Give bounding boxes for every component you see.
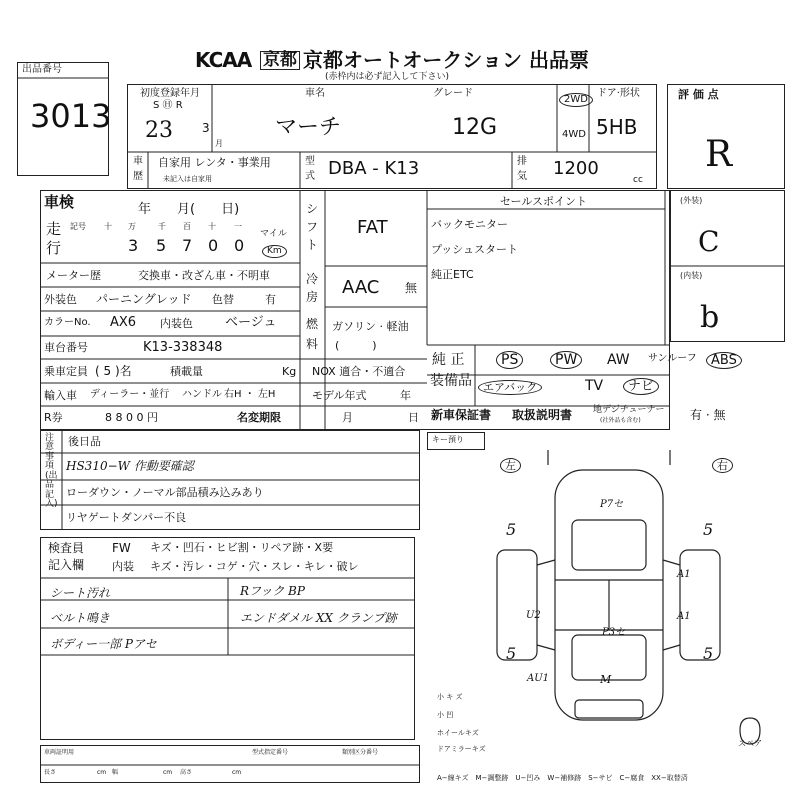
fuel-options: ガソリン · 軽油 — [332, 320, 409, 333]
header-note: (赤枠内は必ず記入して下さい) — [325, 72, 450, 82]
cc-label-1: 排 — [517, 156, 527, 167]
mark-a1-lower: A1 — [677, 611, 691, 622]
footer-hgt-unit: cm — [232, 769, 242, 776]
color-no-value: AX6 — [110, 315, 137, 330]
mileage-unit-mile: マイル — [260, 229, 287, 239]
ac-none: 無 — [405, 281, 418, 295]
inspector-row-1-right: Rフック BP — [240, 584, 305, 598]
equip-sunroof: サンルーフ — [648, 353, 697, 364]
notes-side-label: 注意事項(出品記入) — [45, 433, 58, 510]
mileage-unit-0: 記号 — [70, 222, 86, 231]
reg-year: 23 — [145, 118, 173, 143]
reg-month: 3 — [202, 121, 210, 135]
ac-label-2: 房 — [306, 290, 319, 304]
inspector-label-1: 検査員 — [48, 541, 85, 555]
mark-5-rl: 5 — [506, 644, 517, 663]
legend-small-dent: 小 凹 — [437, 711, 454, 719]
mark-a1-upper: A1 — [677, 569, 691, 580]
footer-wid: 幅 — [112, 769, 119, 776]
footer-wid-unit: cm — [163, 769, 173, 776]
shift-label-3: ト — [306, 238, 319, 252]
ac-value: AAC — [342, 277, 380, 298]
mark-5-rr: 5 — [703, 644, 714, 663]
inspector-int-items: キズ・汚レ・コゲ・穴・スレ・キレ・破レ — [150, 560, 359, 573]
footer-len-unit: cm — [97, 769, 107, 776]
color-value: パーニングレッド — [96, 292, 192, 306]
car-diagram — [497, 450, 760, 744]
diagram-left: 左 — [500, 458, 521, 473]
doc-tuner: 地デジチューナー — [593, 405, 665, 415]
inspector-label-2: 記入欄 — [48, 558, 85, 572]
meter-label: メーター歴 — [46, 269, 101, 282]
page-title: 京都オートオークション 出品票 — [303, 48, 589, 72]
fuel-label-1: 燃 — [306, 317, 319, 331]
note-row-2: HS310−W 作動要確認 — [66, 459, 194, 473]
lot-label: 出品番号 — [22, 64, 62, 75]
inspection-fields: 年 月( 日) — [138, 202, 240, 217]
mileage-unit-km: Km — [262, 245, 287, 258]
recycle-label: R券 — [44, 411, 63, 424]
mark-au1: AU1 — [527, 673, 550, 684]
inspection-label: 車検 — [44, 193, 75, 211]
mark-p7: P7セ — [600, 499, 624, 510]
footer-class-no: 類別区分番号 — [342, 749, 379, 756]
footer-cert: 車両証明用 — [44, 749, 75, 756]
capacity-value: ( 5 )名 — [95, 364, 132, 378]
import-label: 輸入車 — [44, 389, 77, 402]
equip-airbag: エアバック — [478, 380, 542, 395]
history-options: 自家用 レンタ・事業用 — [158, 156, 271, 169]
inspector-row-2-left: ベルト鳴き — [50, 611, 111, 625]
ac-label-1: 冷 — [306, 272, 319, 286]
sales-points-label: セールスポイント — [500, 195, 588, 208]
legend-wheel-scratch: ホイールキズ — [437, 729, 479, 737]
reg-month-unit: 月 — [215, 139, 223, 148]
name-change-label: 名変期限 — [237, 411, 281, 424]
score-label: 評 価 点 — [678, 88, 719, 101]
mileage-label-2: 行 — [46, 239, 62, 257]
mileage-digit-4: 0 — [208, 236, 219, 255]
model: DBA - K13 — [328, 158, 420, 179]
inspector-fw-items: キズ・凹石・ヒビ割・リペア跡・X要 — [150, 541, 334, 554]
note-row-3: ローダウン・ノーマル部品積み込みあり — [66, 486, 264, 499]
doc-warranty: 新車保証書 — [431, 408, 492, 422]
diagram-right: 右 — [712, 458, 733, 473]
import-dealer: ディーラー・並行 — [90, 389, 170, 400]
shift-label-1: シ — [306, 202, 319, 216]
inspector-fw-label: FW — [112, 541, 131, 555]
equip-aw: AW — [607, 352, 630, 368]
car-name: マーチ — [275, 115, 342, 140]
equip-ps: PS — [496, 351, 523, 369]
mileage-unit-4: 百 — [183, 222, 191, 231]
spare-label: スペア — [738, 739, 762, 748]
frame-value: K13-338348 — [143, 340, 223, 355]
shift-label-2: フ — [306, 220, 319, 234]
score-value: R — [705, 134, 733, 175]
name-change-month: 月 — [342, 411, 353, 424]
handle-label: ハンドル — [182, 389, 222, 400]
color-no-label: カラーNo. — [44, 317, 91, 328]
interior-value: b — [700, 300, 720, 335]
exterior-value: C — [698, 225, 720, 258]
inspector-row-1-left: シート汚れ — [50, 586, 111, 600]
equip-navi: ナビ — [623, 378, 659, 395]
color-change-label: 色替 — [212, 293, 234, 306]
history-label-1: 車 — [133, 156, 143, 167]
logo-sub: 京都 — [260, 51, 300, 70]
mileage-unit-5: 十 — [208, 222, 216, 231]
shift-value: FAT — [357, 217, 388, 238]
mark-5-fl: 5 — [506, 520, 517, 539]
mileage-digit-3: 7 — [182, 236, 193, 255]
footer-len: 長さ — [44, 769, 57, 776]
meter-options: 交換車・改ざん車・不明車 — [138, 269, 270, 282]
interior-color-label: 内装色 — [160, 317, 193, 330]
mileage-unit-3: 千 — [158, 222, 166, 231]
exterior-label: (外装) — [680, 196, 703, 205]
equip-pw: PW — [550, 351, 582, 369]
inspector-row-2-right: エンドダメル XX クランプ跡 — [240, 611, 397, 625]
handle: 右H ・ 左H — [224, 389, 276, 400]
reg-label: 初度登録年月 — [140, 88, 200, 99]
history-label-2: 歴 — [133, 171, 143, 182]
mileage-label-1: 走 — [46, 220, 62, 238]
sales-point-1: バックモニター — [431, 218, 508, 231]
frame-label: 車台番号 — [44, 341, 88, 354]
model-year-label: モデル年式 — [312, 389, 367, 402]
sales-point-2: プッシュスタート — [431, 243, 519, 256]
mileage-unit-1: 十 — [104, 222, 112, 231]
color-change-value: 有 — [265, 293, 276, 306]
name-change-day: 日 — [408, 411, 419, 424]
equip-tv: TV — [585, 378, 604, 394]
drive-2wd: 2WD — [559, 93, 593, 107]
load-unit: Kg — [282, 365, 297, 378]
door-label: ドア·形状 — [597, 88, 640, 99]
doc-yesno: 有 · 無 — [690, 408, 726, 422]
key-label: キー預り — [432, 435, 464, 444]
equipment-label-2: 装備品 — [430, 373, 472, 389]
footer-model-no: 型式指定番号 — [252, 749, 289, 756]
sales-point-3: 純正ETC — [431, 268, 474, 281]
mileage-digit-5: 0 — [234, 236, 245, 255]
note-row-4: リヤゲートダンパー不良 — [66, 511, 187, 524]
note-row-1: 後日品 — [68, 435, 101, 448]
drive-4wd: 4WD — [562, 129, 586, 140]
mark-u2: U2 — [526, 610, 541, 621]
lot-number: 3013 — [30, 97, 112, 135]
legend-mirror-scratch: ドアミラーキズ — [437, 745, 486, 753]
damage-legend: A−線キズ M−調整跡 U−凹み W−補修跡 S−サビ C−腐食 XX−取替済 — [437, 774, 688, 782]
mark-p3: P3セ — [602, 627, 626, 638]
fuel-label-2: 料 — [306, 337, 319, 351]
recycle-value: 8 8 0 0 円 — [105, 411, 158, 424]
interior-color-value: ベージュ — [225, 315, 277, 330]
load-label: 積載量 — [170, 365, 203, 378]
mark-5-fr: 5 — [703, 520, 714, 539]
legend-small-scratch: 小 キ ズ — [437, 693, 463, 701]
model-year-unit: 年 — [400, 389, 411, 402]
mileage-digit-1: 3 — [128, 236, 139, 255]
doc-manual: 取扱説明書 — [512, 408, 573, 422]
inspector-int-label: 内装 — [112, 560, 134, 573]
color-label: 外装色 — [44, 293, 77, 306]
model-label-1: 型 — [305, 156, 315, 167]
mileage-digit-2: 5 — [156, 236, 167, 255]
mileage-unit-6: 一 — [234, 222, 242, 231]
doc-tuner-note: (社外品も含む) — [600, 417, 641, 424]
history-note: 未記入は自家用 — [163, 175, 212, 183]
nox: NOX 適合・不適合 — [312, 365, 406, 378]
grade-label: グレード — [433, 88, 473, 99]
logo: KCAA — [195, 48, 252, 72]
equipment-label-1: 純 正 — [432, 352, 465, 368]
grade: 12G — [452, 115, 498, 140]
mileage-unit-2: 万 — [128, 222, 136, 231]
cc-unit: cc — [633, 175, 643, 185]
car-name-label: 車名 — [305, 88, 325, 99]
cc: 1200 — [553, 158, 599, 179]
interior-label: (内装) — [680, 271, 703, 280]
mark-m: M — [600, 673, 612, 686]
fuel-paren: ( ) — [335, 339, 377, 352]
door: 5HB — [596, 115, 638, 139]
equip-abs: ABS — [706, 352, 742, 369]
reg-era: S Ⓗ R — [153, 100, 183, 111]
model-label-2: 式 — [305, 171, 315, 182]
capacity-label: 乗車定員 — [44, 365, 88, 378]
cc-label-2: 気 — [517, 171, 527, 182]
footer-hgt: 高さ — [180, 769, 193, 776]
inspector-row-3-left: ボディー一部 Pアセ — [50, 637, 157, 651]
